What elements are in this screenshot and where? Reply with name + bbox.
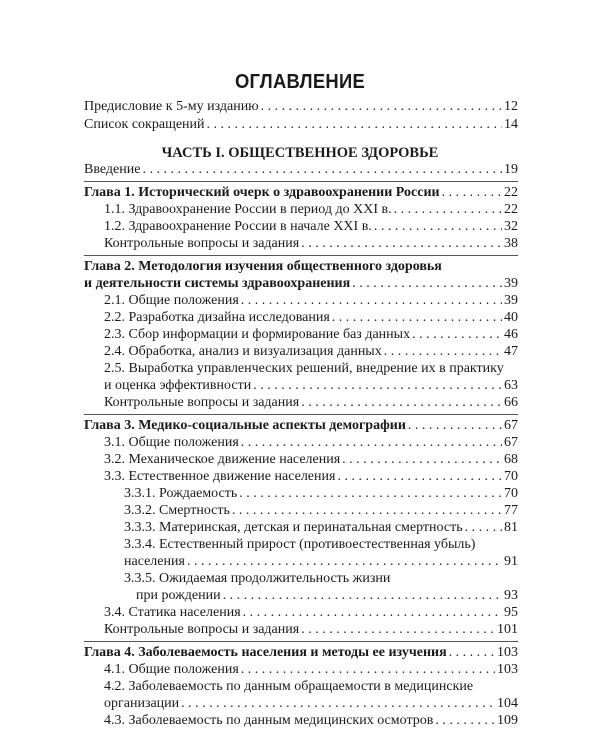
entry-text: 2.2. Разработка дизайна исследования (104, 310, 330, 325)
entry-page: 19 (504, 162, 518, 177)
entry-text: 2.1. Общие положения (104, 293, 239, 308)
entry-page: 12 (504, 99, 518, 114)
toc-entry-1-control[interactable] (104, 236, 518, 252)
toc-entry-3-4[interactable] (104, 605, 518, 621)
entry-page: 67 (504, 418, 518, 433)
entry-text: 3.3.2. Смертность (124, 503, 230, 518)
entry-text: Список сокращений (84, 117, 205, 132)
entry-text: Контрольные вопросы и задания (104, 395, 300, 410)
divider (84, 641, 518, 642)
entry-text: 1.2. Здравоохранение России в начале XXI в. (104, 219, 372, 234)
entry-text: и оценка эффективности (104, 378, 252, 393)
entry-text: Глава 1. Исторический очерк о здравоохранении России (84, 185, 440, 200)
entry-page: 93 (504, 588, 518, 603)
toc-entry-3-2[interactable] (104, 452, 518, 468)
toc-chapter-1[interactable] (84, 185, 518, 201)
entry-text: 3.4. Статика населения (104, 605, 241, 620)
toc-entry-4-3[interactable] (104, 713, 518, 729)
toc-entry-2-1[interactable] (104, 293, 518, 309)
entry-text: организации (104, 696, 180, 711)
entry-text: 2.3. Сбор информации и формирование баз данных (104, 327, 411, 342)
entry-page: 104 (497, 696, 518, 711)
toc-entry-4-1[interactable] (104, 662, 518, 678)
toc-chapter-3[interactable] (84, 418, 518, 434)
entry-text: при рождении (136, 588, 221, 603)
entry-page: 39 (504, 276, 518, 291)
toc-entry-3-3-5[interactable] (136, 588, 518, 604)
entry-page: 14 (504, 117, 518, 132)
toc-entry-4-2[interactable] (104, 696, 518, 712)
entry-text: Глава 3. Медико-социальные аспекты демографии (84, 418, 406, 433)
toc-entry-3-3-4[interactable] (124, 554, 518, 570)
entry-page: 67 (504, 435, 518, 450)
entry-page: 22 (504, 202, 518, 217)
toc-entry-2-3[interactable] (104, 327, 518, 343)
entry-text: 3.1. Общие положения (104, 435, 239, 450)
entry-page: 70 (504, 469, 518, 484)
toc-entry-3-3-4-line1[interactable]: 3.3.4. Естественный прирост (противоестественная убыль) (124, 537, 476, 552)
toc-entry-2-5[interactable] (104, 378, 518, 394)
entry-page: 63 (504, 378, 518, 393)
toc-entry-1-2[interactable] (104, 219, 518, 235)
entry-text: 4.3. Заболеваемость по данным медицинских осмотров (104, 713, 434, 728)
entry-text: 2.4. Обработка, анализ и визуализация данных (104, 344, 382, 359)
entry-page: 22 (504, 185, 518, 200)
entry-page: 101 (497, 622, 518, 637)
toc-entry-abbreviations[interactable] (84, 117, 518, 133)
toc-chapter-2-line1[interactable]: Глава 2. Методология изучения общественного здоровья (84, 259, 442, 274)
entry-page: 38 (504, 236, 518, 251)
entry-page: 77 (504, 503, 518, 518)
entry-text: Предисловие к 5-му изданию (84, 99, 259, 114)
toc-entry-intro[interactable] (84, 162, 518, 178)
entry-page: 39 (504, 293, 518, 308)
entry-text: и деятельности системы здравоохранения (84, 276, 351, 291)
toc-entry-2-2[interactable] (104, 310, 518, 326)
entry-text: Контрольные вопросы и задания (104, 622, 300, 637)
entry-text: населения (124, 554, 185, 569)
entry-page: 68 (504, 452, 518, 467)
toc-entry-2-control[interactable] (104, 395, 518, 411)
entry-page: 66 (504, 395, 518, 410)
toc-entry-3-3-1[interactable] (124, 486, 518, 502)
entry-page: 40 (504, 310, 518, 325)
entry-text: 3.3.3. Материнская, детская и перинатальная смертность (124, 520, 463, 535)
entry-page: 103 (497, 662, 518, 677)
entry-page: 47 (504, 344, 518, 359)
toc-entry-3-3-5-line1[interactable]: 3.3.5. Ожидаемая продолжительность жизни (124, 571, 391, 586)
toc-entry-2-4[interactable] (104, 344, 518, 360)
divider (84, 181, 518, 182)
entry-page: 70 (504, 486, 518, 501)
entry-page: 81 (504, 520, 518, 535)
toc-entry-1-1[interactable] (104, 202, 518, 218)
entry-text: 3.3. Естественное движение населения (104, 469, 336, 484)
entry-page: 32 (504, 219, 518, 234)
entry-page: 46 (504, 327, 518, 342)
toc-entry-3-1[interactable] (104, 435, 518, 451)
toc-entry-4-2-line1[interactable]: 4.2. Заболеваемость по данным обращаемости в медицинские (104, 679, 474, 694)
entry-text: Глава 4. Заболеваемость населения и методы ее изучения (84, 645, 447, 660)
toc-entry-3-3-2[interactable] (124, 503, 518, 519)
part-heading: ЧАСТЬ I. ОБЩЕСТВЕННОЕ ЗДОРОВЬЕ (161, 145, 439, 161)
divider (84, 414, 518, 415)
entry-text: 3.2. Механическое движение населения (104, 452, 341, 467)
toc-entry-3-3-3[interactable] (124, 520, 518, 536)
entry-text: 4.1. Общие положения (104, 662, 239, 677)
entry-page: 95 (504, 605, 518, 620)
entry-page: 103 (497, 645, 518, 660)
toc-chapter-4[interactable] (84, 645, 518, 661)
entry-page: 109 (497, 713, 518, 728)
page-title: ОГЛАВЛЕНИЕ (234, 71, 366, 93)
toc-entry-2-5-line1[interactable]: 2.5. Выработка управленческих решений, внедрение их в практику (104, 361, 504, 376)
toc-chapter-2[interactable] (84, 276, 518, 292)
entry-text: 1.1. Здравоохранение России в период до XXI в. (104, 202, 392, 217)
entry-text: Контрольные вопросы и задания (104, 236, 300, 251)
entry-text: Введение (84, 162, 141, 177)
entry-text: 3.3.1. Рождаемость (124, 486, 238, 501)
divider (84, 255, 518, 256)
entry-page: 91 (504, 554, 518, 569)
toc-entry-3-3[interactable] (104, 469, 518, 485)
toc-entry-preface[interactable] (84, 99, 518, 115)
toc-entry-3-control[interactable] (104, 622, 518, 638)
